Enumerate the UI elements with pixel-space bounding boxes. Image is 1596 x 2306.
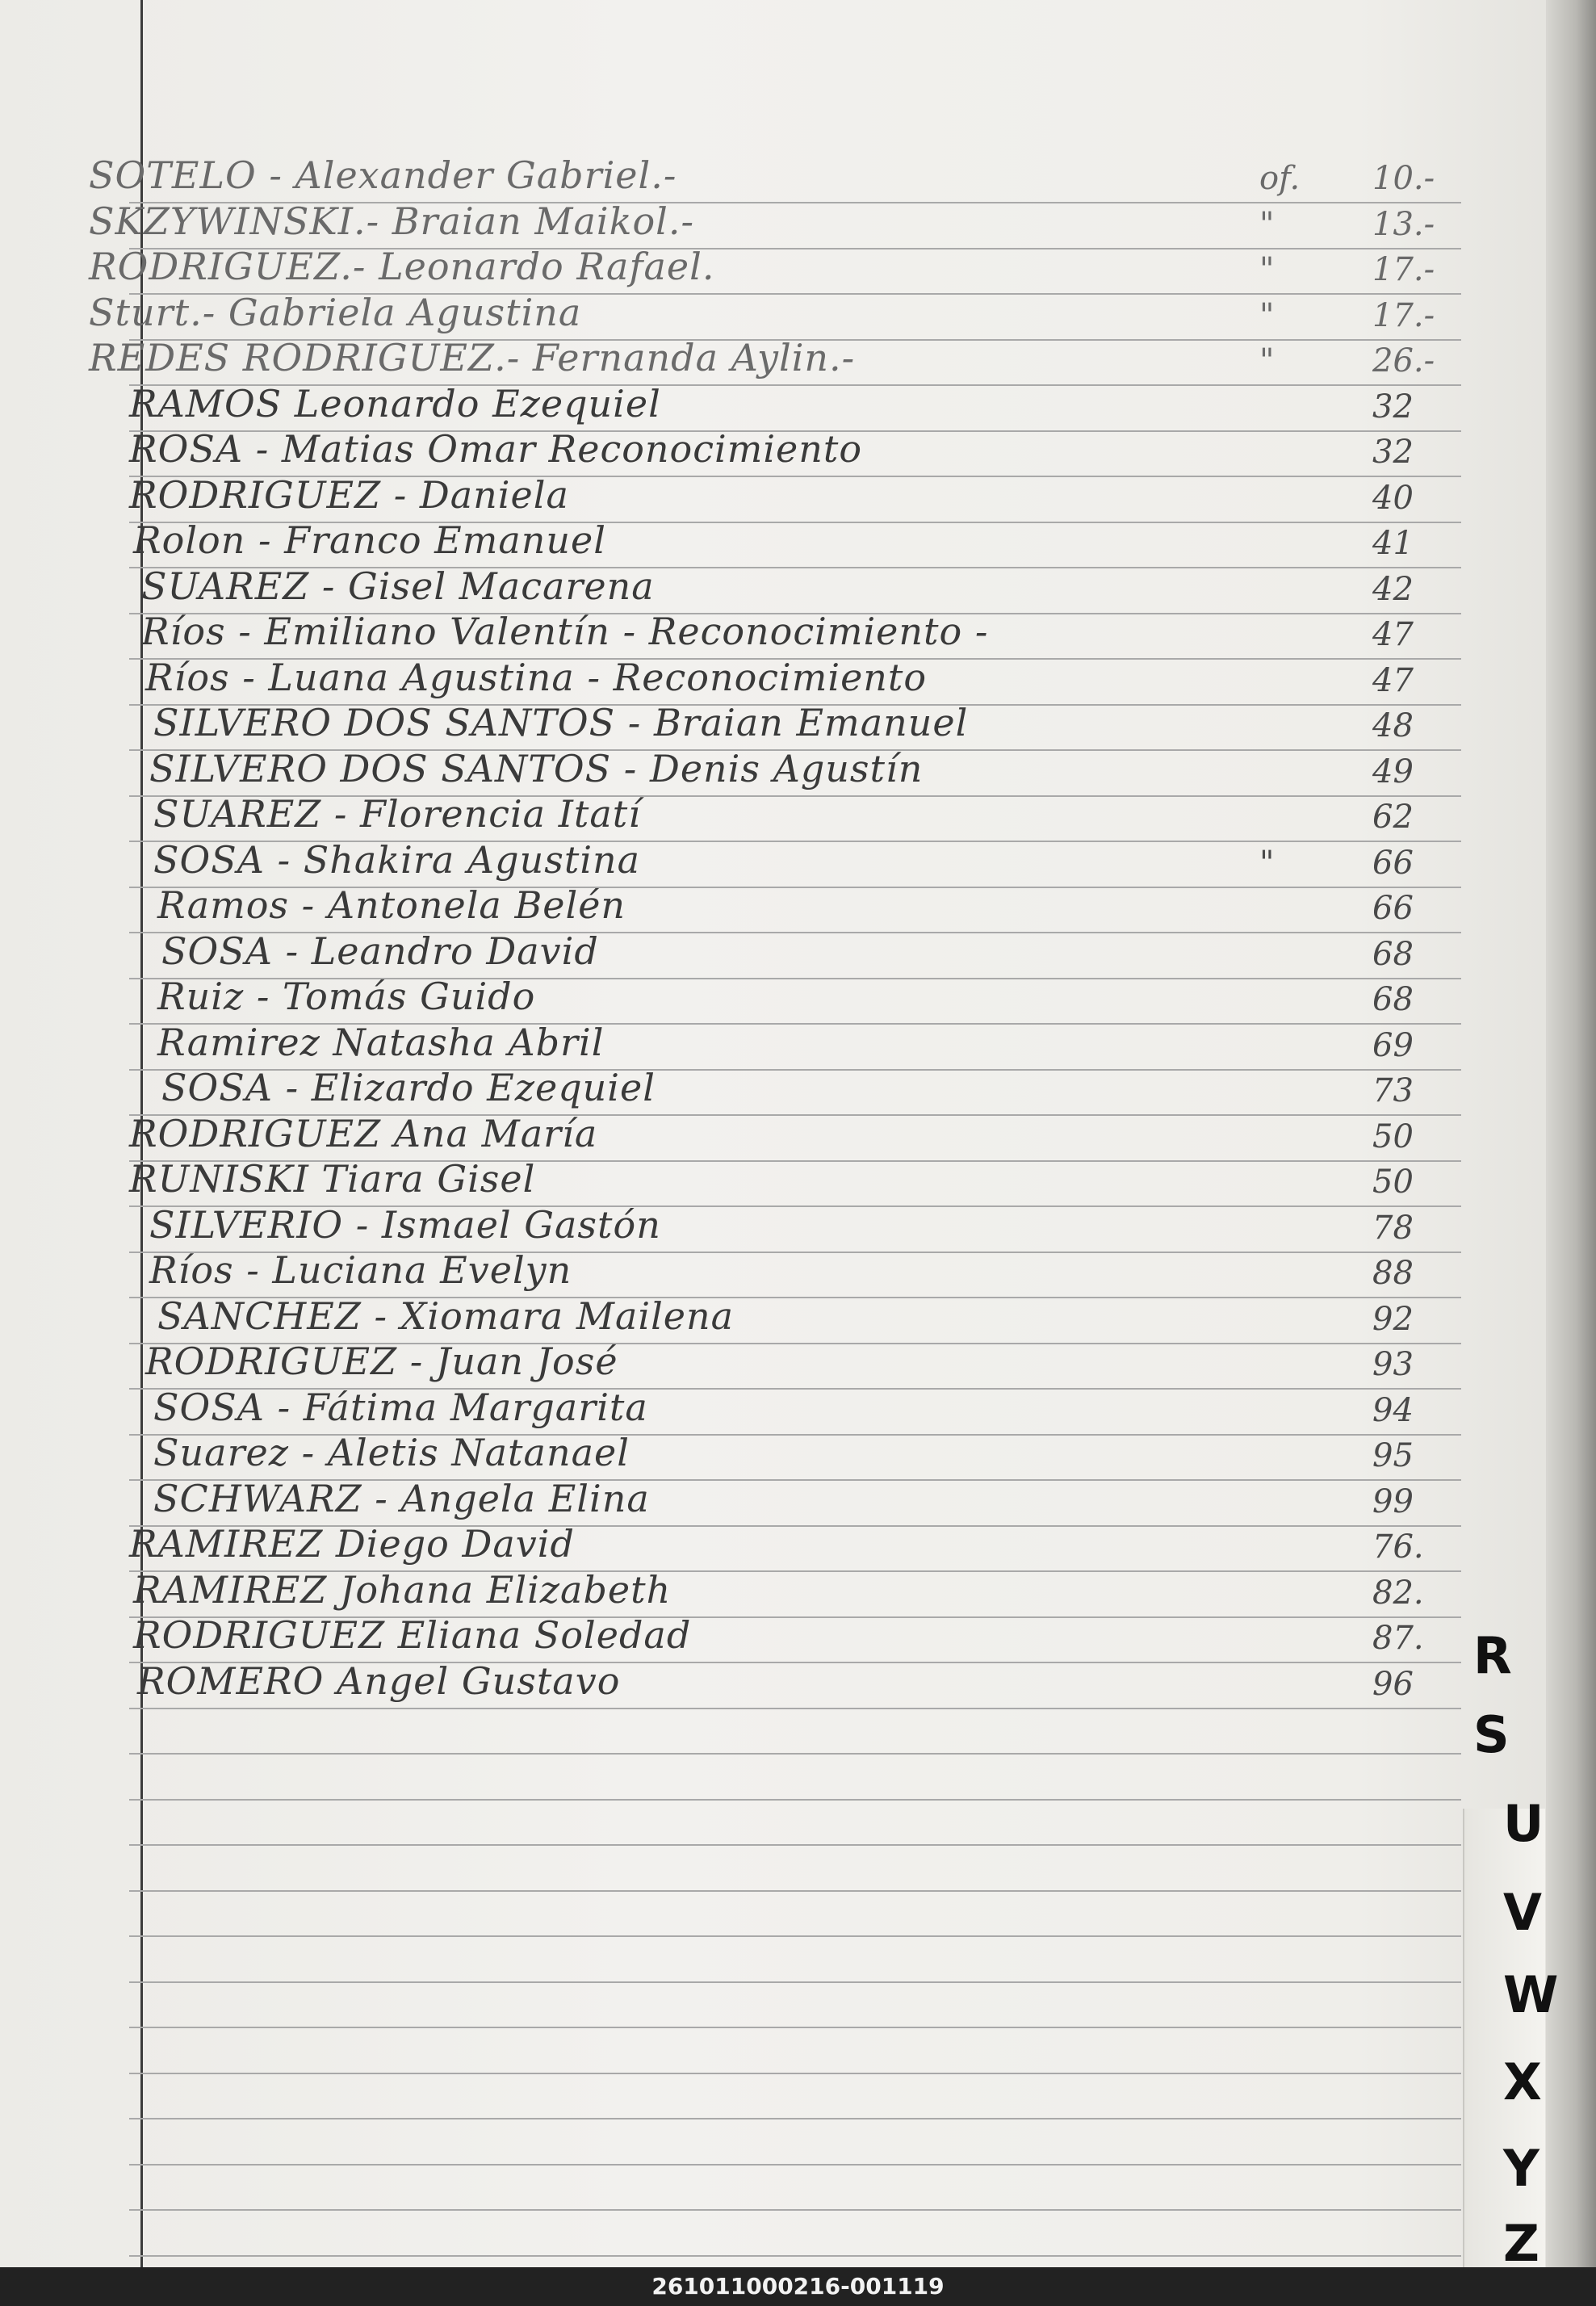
- ditto-mark: ": [1259, 342, 1275, 379]
- list-item: [0, 1066, 1534, 1113]
- list-item: [0, 747, 1534, 794]
- list-item: [0, 153, 1534, 200]
- list-item: [0, 1613, 1534, 1660]
- list-item: [0, 199, 1534, 246]
- entry-number: 68: [1372, 936, 1414, 973]
- entry-number: 62: [1372, 799, 1414, 836]
- entry-name: RAMOS Leonardo Ezequiel: [129, 382, 661, 426]
- entry-name: REDES RODRIGUEZ.- Fernanda Aylin.-: [89, 336, 856, 379]
- entry-name: RAMIREZ Diego David: [129, 1522, 575, 1566]
- entry-name: Rolon - Franco Emanuel: [133, 518, 606, 562]
- index-tab-w[interactable]: W: [1503, 1965, 1559, 2024]
- entry-number: 47: [1372, 662, 1414, 699]
- document-id: 261011000216-001119: [651, 2273, 945, 2300]
- entry-number: 94: [1372, 1392, 1414, 1429]
- entry-number: 93: [1372, 1346, 1414, 1383]
- entry-name: RUNISKI Tiara Gisel: [129, 1157, 536, 1201]
- list-item: [0, 1248, 1534, 1295]
- entry-number: 95: [1372, 1437, 1414, 1474]
- list-item: [0, 1386, 1534, 1432]
- entry-name: SOSA - Fátima Margarita: [153, 1386, 648, 1429]
- entry-number: 17.-: [1372, 251, 1435, 288]
- list-item: [0, 245, 1534, 291]
- list-item: [0, 336, 1534, 383]
- entry-number: 47: [1372, 616, 1414, 653]
- list-item: [0, 427, 1534, 474]
- entry-name: SUAREZ - Gisel Macarena: [141, 564, 655, 608]
- list-item: [0, 838, 1534, 885]
- entry-name: Ramirez Natasha Abril: [157, 1021, 605, 1064]
- entry-name: SOSA - Elizardo Ezequiel: [161, 1066, 656, 1109]
- entry-number: 50: [1372, 1163, 1414, 1201]
- entry-name: SOSA - Leandro David: [161, 929, 599, 973]
- entry-number: 42: [1372, 571, 1414, 608]
- ditto-mark: ": [1259, 845, 1275, 882]
- entry-name: SUAREZ - Florencia Itatí: [153, 792, 642, 836]
- entry-number: 48: [1372, 707, 1414, 744]
- entry-name: SILVERO DOS SANTOS - Braian Emanuel: [153, 701, 969, 744]
- entry-number: 13.-: [1372, 206, 1435, 243]
- entry-name: SANCHEZ - Xiomara Mailena: [157, 1294, 735, 1338]
- entry-name: Ríos - Luana Agustina - Reconocimiento: [145, 656, 928, 699]
- entry-name: Suarez - Aletis Natanael: [153, 1431, 630, 1474]
- entry-number: 76.: [1372, 1528, 1424, 1566]
- entry-number: 17.-: [1372, 297, 1435, 334]
- ditto-mark: ": [1259, 251, 1275, 288]
- entry-number: 68: [1372, 981, 1414, 1018]
- list-item: [0, 883, 1534, 930]
- entry-name: Ríos - Emiliano Valentín - Reconocimiento -: [141, 610, 989, 653]
- entry-name: SILVERIO - Ismael Gastón: [149, 1203, 661, 1247]
- entry-number: 87.: [1372, 1620, 1424, 1657]
- entry-name: RAMIREZ Johana Elizabeth: [133, 1568, 672, 1612]
- entry-name: RODRIGUEZ Ana María: [129, 1112, 598, 1155]
- entry-number: 69: [1372, 1027, 1414, 1064]
- list-item: [0, 1659, 1534, 1706]
- list-item: [0, 792, 1534, 839]
- entry-name: SOTELO - Alexander Gabriel.-: [89, 153, 677, 197]
- entry-name: Ramos - Antonela Belén: [157, 883, 626, 927]
- ditto-mark: of.: [1259, 160, 1301, 197]
- index-tab-v[interactable]: V: [1503, 1883, 1542, 1942]
- entry-number: 32: [1372, 388, 1414, 426]
- entry-number: 40: [1372, 480, 1414, 517]
- index-tab-u[interactable]: U: [1503, 1794, 1544, 1853]
- entry-number: 66: [1372, 890, 1414, 927]
- entry-name: Ríos - Luciana Evelyn: [149, 1248, 572, 1292]
- entry-name: RODRIGUEZ - Juan José: [145, 1340, 618, 1383]
- list-item: [0, 1431, 1534, 1478]
- entry-name: SCHWARZ - Angela Elina: [153, 1477, 650, 1520]
- entry-name: ROMERO Angel Gustavo: [137, 1659, 621, 1703]
- document-id-bar: [0, 2267, 1596, 2306]
- entry-number: 32: [1372, 434, 1414, 471]
- entry-name: RODRIGUEZ.- Leonardo Rafael.: [89, 245, 715, 288]
- alphabet-index-tabs: [1453, 1626, 1559, 2267]
- entry-number: 78: [1372, 1210, 1414, 1247]
- list-item: [0, 518, 1534, 565]
- list-item: [0, 564, 1534, 611]
- entry-number: 96: [1372, 1666, 1414, 1703]
- entry-number: 88: [1372, 1255, 1414, 1292]
- index-tab-y[interactable]: Y: [1503, 2139, 1539, 2198]
- list-item: [0, 1340, 1534, 1386]
- ditto-mark: ": [1259, 206, 1275, 243]
- entry-name: RODRIGUEZ Eliana Soledad: [133, 1613, 692, 1657]
- index-tab-z[interactable]: Z: [1503, 2214, 1539, 2267]
- list-item: [0, 1568, 1534, 1615]
- entry-number: 82.: [1372, 1574, 1424, 1612]
- list-item: [0, 1203, 1534, 1250]
- list-item: [0, 473, 1534, 520]
- list-item: [0, 1021, 1534, 1067]
- entry-name: SOSA - Shakira Agustina: [153, 838, 641, 882]
- entry-number: 73: [1372, 1072, 1414, 1109]
- entry-name: RODRIGUEZ - Daniela: [129, 473, 569, 517]
- list-item: [0, 1112, 1534, 1159]
- entry-name: Sturt.- Gabriela Agustina: [89, 291, 582, 334]
- entry-number: 66: [1372, 845, 1414, 882]
- list-item: [0, 291, 1534, 338]
- list-item: [0, 701, 1534, 748]
- list-item: [0, 929, 1534, 976]
- index-tab-r[interactable]: R: [1473, 1626, 1512, 1685]
- entry-number: 50: [1372, 1118, 1414, 1155]
- list-item: [0, 975, 1534, 1021]
- index-tab-x[interactable]: X: [1503, 2052, 1542, 2111]
- entry-name: SILVERO DOS SANTOS - Denis Agustín: [149, 747, 924, 790]
- entry-number: 10.-: [1372, 160, 1435, 197]
- list-item: [0, 382, 1534, 429]
- list-item: [0, 1477, 1534, 1524]
- entry-number: 41: [1372, 525, 1414, 562]
- entry-name: Ruiz - Tomás Guido: [157, 975, 536, 1018]
- entry-number: 99: [1372, 1483, 1414, 1520]
- entry-number: 49: [1372, 753, 1414, 790]
- entry-number: 26.-: [1372, 342, 1435, 379]
- list-item: [0, 1522, 1534, 1569]
- list-item: [0, 1157, 1534, 1204]
- list-item: [0, 656, 1534, 702]
- list-item: [0, 1294, 1534, 1341]
- ditto-mark: ": [1259, 297, 1275, 334]
- entry-name: ROSA - Matias Omar Reconocimiento: [129, 427, 863, 471]
- entry-name: SKZYWINSKI.- Braian Maikol.-: [89, 199, 695, 243]
- list-item: [0, 610, 1534, 656]
- index-tab-s[interactable]: S: [1473, 1705, 1510, 1764]
- entry-number: 92: [1372, 1301, 1414, 1338]
